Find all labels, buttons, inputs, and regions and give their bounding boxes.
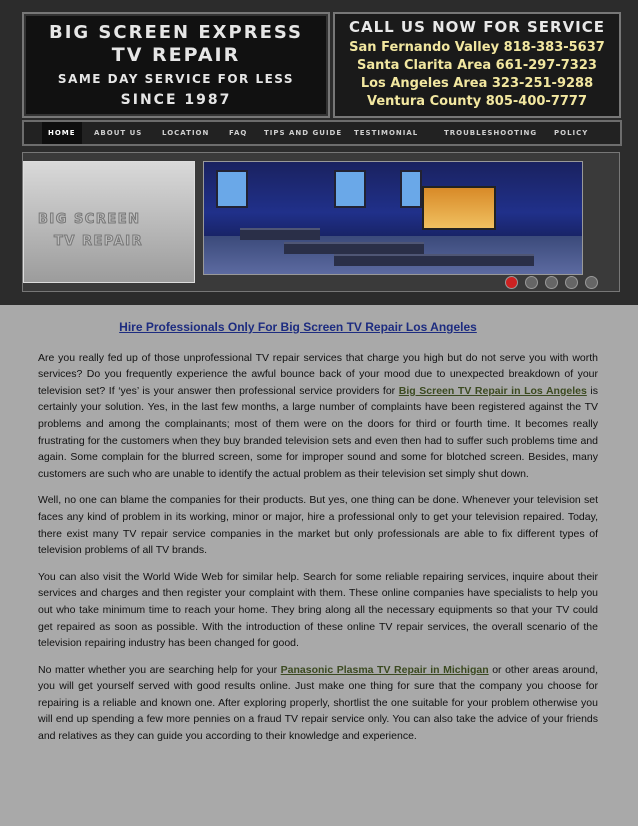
slider-dot[interactable] <box>565 276 578 289</box>
logo-line-2: TV REPAIR <box>111 44 241 66</box>
header-screenshot <box>0 0 638 305</box>
article-paragraph-4 <box>38 662 598 745</box>
p4-text-b: or other areas around, you will get yourself served with good results online. Just make one thing for sure that the company you choose for repairing is a reliable and known one. After exploring properly, shortlist the one suitable for your problem otherwise you will end up spending a few more pennies on a fraud TV repair service only. You can also take the advice of your friends and relatives as they can guide you according to their knowledge and experience. <box>38 663 598 743</box>
phone-ventura[interactable]: Ventura County 805-400-7777 <box>366 94 588 109</box>
nav-item-location[interactable]: LOCATION <box>162 129 210 137</box>
nav-item-troubleshooting[interactable]: TROUBLESHOOTING <box>444 129 538 137</box>
banner-title-line-1: BIG SCREEN <box>38 212 141 227</box>
nav-item-faq[interactable]: FAQ <box>229 129 248 137</box>
phone-santa-clarita[interactable]: Santa Clarita Area 661-297-7323 <box>357 58 597 73</box>
home-theater-photo <box>203 161 583 275</box>
nav-item-about-us[interactable]: ABOUT US <box>94 129 143 137</box>
phone-san-fernando[interactable]: San Fernando Valley 818-383-5637 <box>349 40 605 55</box>
nav-item-policy[interactable]: POLICY <box>554 129 589 137</box>
banner-title-panel <box>23 161 195 283</box>
main-nav <box>22 120 622 146</box>
slider-dot[interactable] <box>545 276 558 289</box>
article-paragraph-1 <box>38 350 598 483</box>
nav-item-testimonial[interactable]: TESTIMONIAL <box>354 129 419 137</box>
slider-dot[interactable] <box>505 276 518 289</box>
projection-screen <box>422 186 496 230</box>
nav-item-home[interactable]: HOME <box>42 122 82 144</box>
p1-text-a: Are you really fed up of those unprofessional TV repair services that charge you high but do not serve you with worth services? Do you frequently experience the awful bounce back of your mood due to unexpected breakdown of your television set? If ‘yes’ is your answer then professional service providers for <box>38 351 598 397</box>
link-panasonic-plasma-repair[interactable]: Panasonic Plasma TV Repair in Michigan <box>280 663 489 676</box>
nav-item-tips-and-guide[interactable]: TIPS AND GUIDE <box>264 129 343 137</box>
p1-text-b: is certainly your solution. Yes, in the last few months, a large number of complaints have been registered against the TV problems and among the complainants; most of them were on the doors for third or fourth time. It becomes really frustrating for the customers when they buy branded television sets and even then had to suffer such problems time and again. Some complain for the blurred screen, some for improper sound and some for blotched screen. Besides, many customers are such who are unable to identify the actual problem as their television set simply shut down. <box>38 384 599 480</box>
hero-banner <box>22 152 620 292</box>
article-title[interactable]: Hire Professionals Only For Big Screen TV Repair Los Angeles <box>119 320 477 334</box>
p4-text-a: No matter whether you are searching help for your <box>38 663 281 676</box>
call-us-panel <box>333 12 621 118</box>
article-paragraph-3: You can also visit the World Wide Web for similar help. Search for some reliable repairing services, inquire about their services and charges and then register your complaint with them. These online companies have specialists to help you out who take minimum time to reach your home. They bring along all the necessary equipments so that your TV could get repaired as soon as possible. With the introduction of these online TV repair services, the overall scenario of the television repairing industry has been changed for good. <box>38 570 598 650</box>
banner-title-line-2: TV REPAIR <box>54 234 144 249</box>
seat-row <box>284 242 424 254</box>
logo-tagline: SAME DAY SERVICE FOR LESS <box>57 72 295 86</box>
seat-row <box>240 228 320 240</box>
site-logo[interactable] <box>22 12 330 118</box>
link-big-screen-tv-repair[interactable]: Big Screen TV Repair in Los Angeles <box>398 384 587 397</box>
window-shape <box>400 170 422 208</box>
seat-row <box>334 254 534 266</box>
slider-dot[interactable] <box>525 276 538 289</box>
window-shape <box>334 170 366 208</box>
slider-dot[interactable] <box>585 276 598 289</box>
article <box>38 305 598 755</box>
logo-line-1: BIG SCREEN EXPRESS <box>48 22 304 43</box>
call-us-title: CALL US NOW FOR SERVICE <box>348 18 606 36</box>
phone-los-angeles[interactable]: Los Angeles Area 323-251-9288 <box>360 76 594 91</box>
logo-since: SINCE 1987 <box>120 92 232 108</box>
window-shape <box>216 170 248 208</box>
article-paragraph-2: Well, no one can blame the companies for their products. But yes, one thing can be done. Whenever your television set faces any kind of problem in its working, minor or major, hire a professional only to get your television repaired. Today, there exist many TV repair service companies in the market but only professionals are able to fix different types of television problems of all TV brands. <box>38 494 598 557</box>
